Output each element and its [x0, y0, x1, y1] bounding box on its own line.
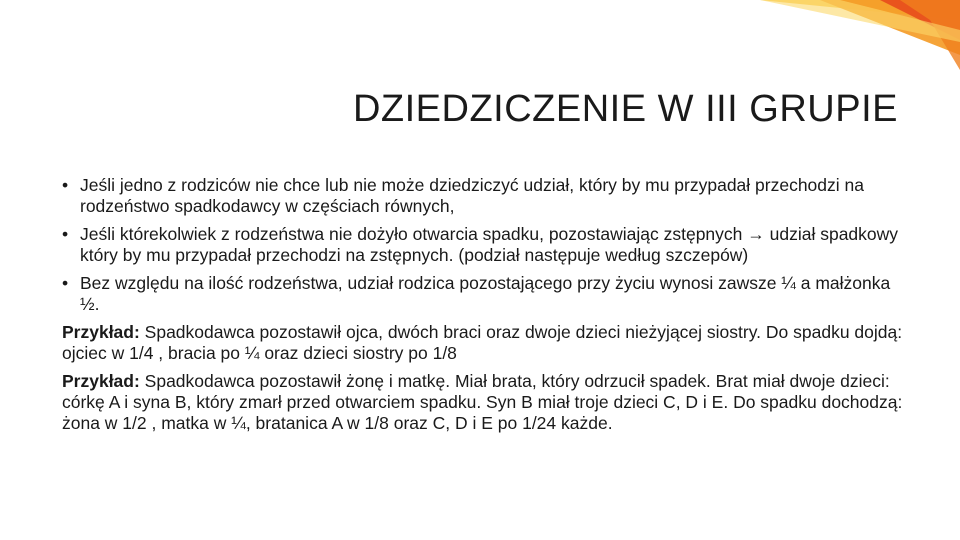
bullet-text: Jeśli jedno z rodziców nie chce lub nie może dziedziczyć udział, który by mu przypadał przechodzi na rodzeństwo spadkodawcy w częściach równych,	[80, 175, 864, 216]
bullet-item	[62, 224, 907, 266]
bullet-marker: •	[62, 273, 69, 293]
example-text: Spadkodawca pozostawił ojca, dwóch braci oraz dwoje dzieci nieżyjącej siostry. Do spadku dojdą: ojciec w 1/4 , bracia po ¼ oraz dzieci siostry po 1/8	[62, 322, 903, 363]
corner-stripe-5	[760, 0, 960, 42]
example-paragraph	[62, 371, 907, 434]
example-paragraph	[62, 322, 907, 364]
corner-stripe-4	[900, 0, 960, 70]
bullet-item	[62, 175, 907, 217]
bullet-item	[62, 273, 907, 315]
bullet-marker: •	[62, 224, 69, 244]
corner-stripe-1	[700, 0, 960, 20]
bullet-text: Bez względu na ilość rodzeństwa, udział rodzica pozostającego przy życiu wynosi zawsze ¼ a małżonka ½.	[80, 273, 891, 314]
corner-stripe-3	[880, 0, 960, 40]
example-text: Spadkodawca pozostawił żonę i matkę. Miał brata, który odrzucił spadek. Brat miał dwoje dzieci: córkę A i syna B, który zmarł przed otwarciem spadku. Syn B miał troje dzieci C, D i E. Do spadku dochodzą: żona w 1/2 , matka w ¼, bratanica A w 1/8 oraz C, D i E po 1/24 każde.	[62, 371, 903, 433]
example-label: Przykład:	[62, 371, 140, 391]
slide-content	[62, 175, 907, 441]
slide-title: DZIEDZICZENIE W III GRUPIE	[352, 88, 898, 130]
corner-stripe-2	[820, 0, 960, 55]
bullet-text: Jeśli którekolwiek z rodzeństwa nie dożyło otwarcia spadku, pozostawiając zstępnych → udział spadkowy który by mu przypadał przechodzi na zstępnych. (podział następuje według szczepów)	[80, 224, 899, 265]
example-label: Przykład:	[62, 322, 140, 342]
bullet-marker: •	[62, 175, 69, 195]
